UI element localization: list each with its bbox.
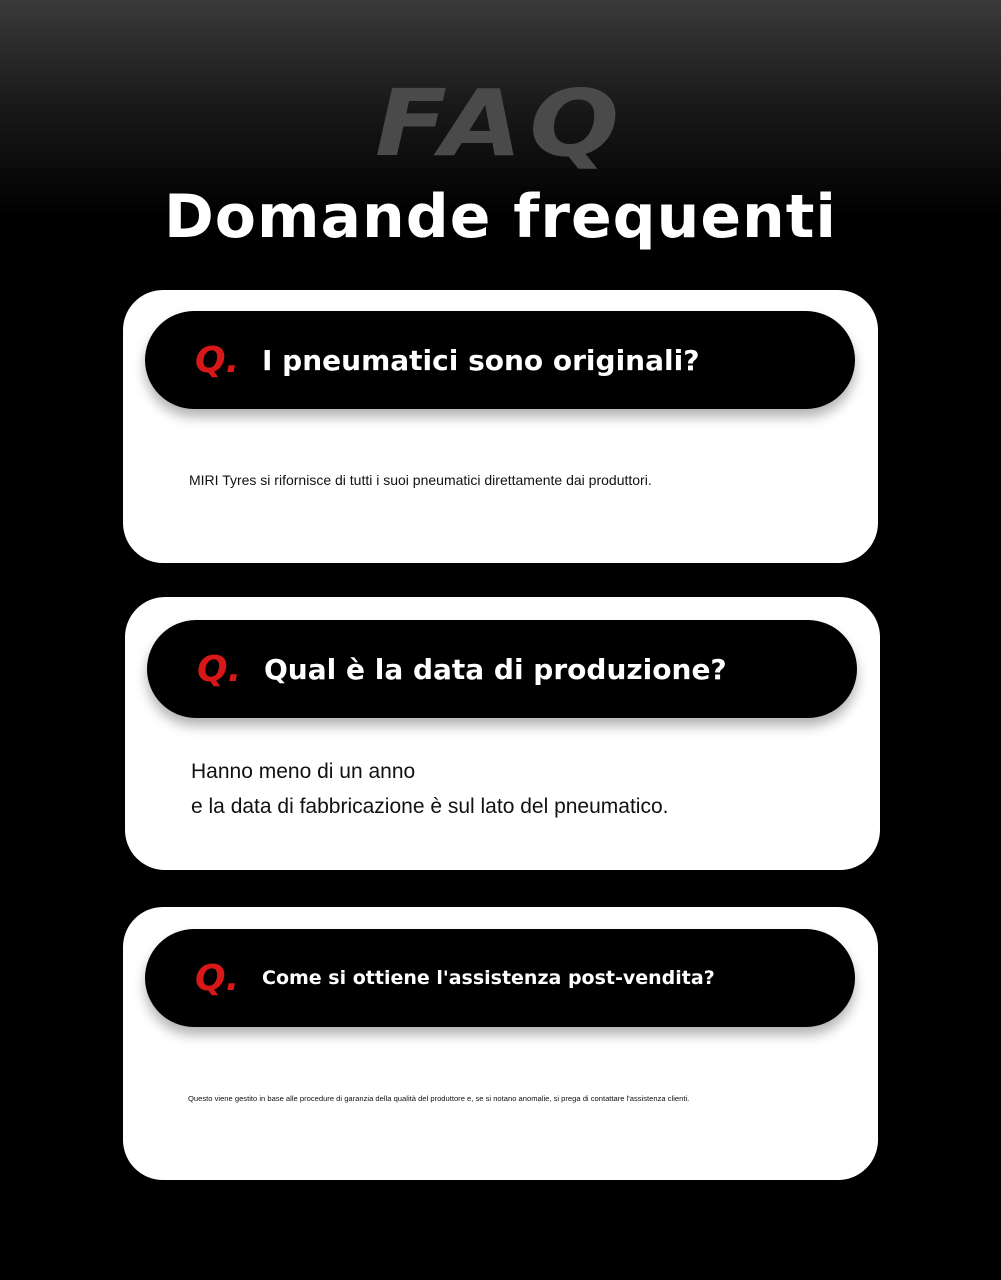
q-label: Q. — [195, 339, 240, 381]
answer-text: MIRI Tyres si rifornisce di tutti i suoi pneumatici direttamente dai produttori. — [189, 472, 652, 488]
question-pill[interactable] — [145, 311, 855, 409]
faq-watermark: FAQ — [374, 70, 627, 177]
q-label: Q. — [195, 957, 240, 999]
question-pill[interactable] — [145, 929, 855, 1027]
faq-card-1 — [123, 290, 878, 563]
q-label: Q. — [197, 648, 242, 690]
question-text: Come si ottiene l'assistenza post-vendita? — [262, 967, 715, 989]
page-title: Domande frequenti — [164, 182, 837, 252]
question-text: I pneumatici sono originali? — [262, 343, 700, 377]
question-text: Qual è la data di produzione? — [264, 652, 727, 686]
question-pill[interactable] — [147, 620, 857, 718]
answer-line-1: Hanno meno di un anno — [191, 760, 416, 783]
answer-line-2: e la data di fabbricazione è sul lato del pneumatico. — [191, 795, 669, 818]
answer-text: Questo viene gestito in base alle procedure di garanzia della qualità del produttore e, se si notano anomalie, si prega di contattare l'assistenza clienti. — [188, 1094, 690, 1103]
faq-card-3 — [123, 907, 878, 1180]
faq-card-2 — [125, 597, 880, 870]
